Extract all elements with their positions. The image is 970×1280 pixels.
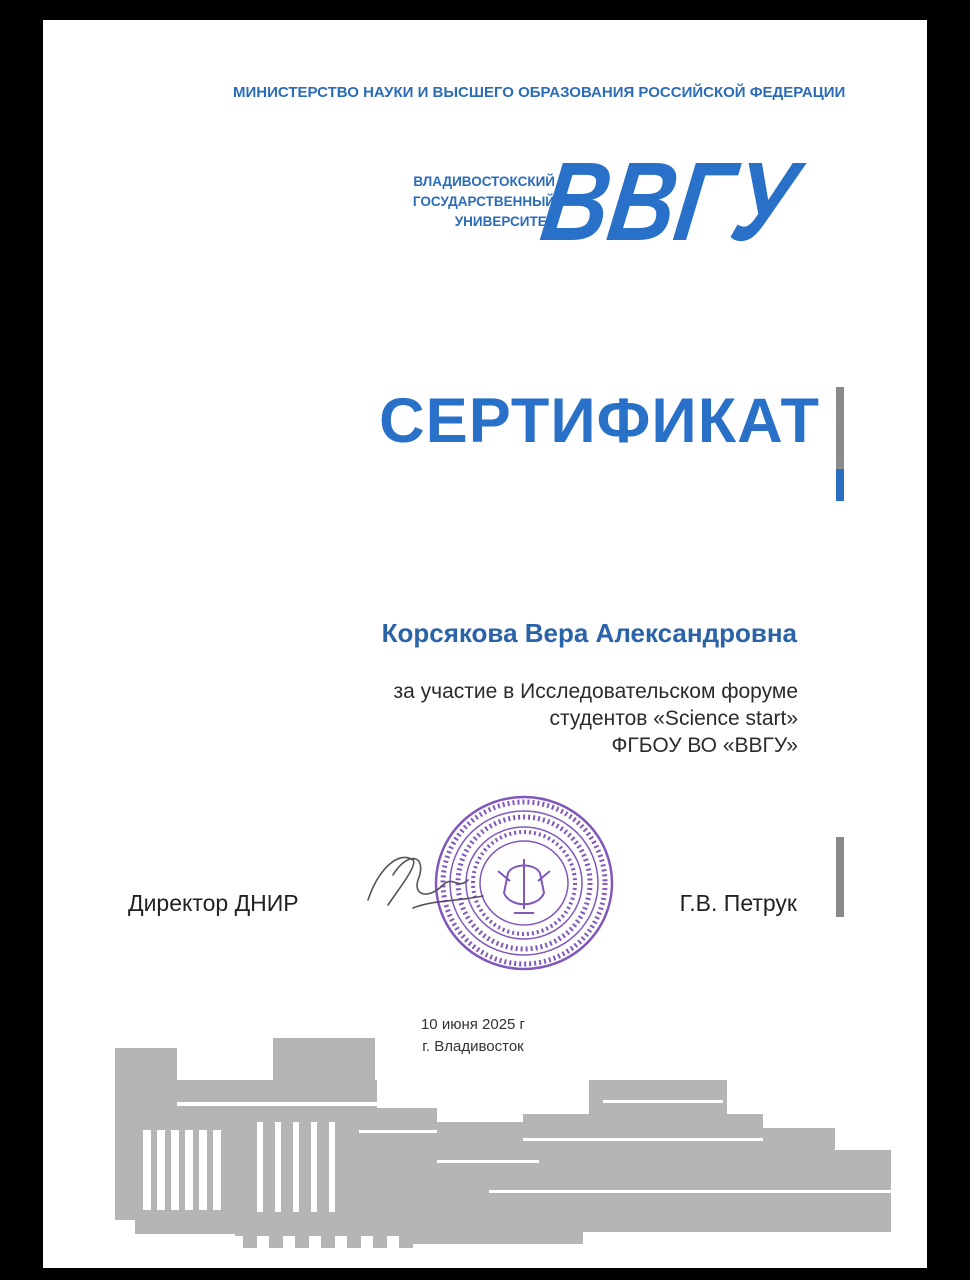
- university-name-line: УНИВЕРСИТЕТ: [454, 214, 555, 229]
- recipient-name: Корсякова Вера Александровна: [381, 618, 797, 648]
- official-stamp: [428, 793, 618, 973]
- accent-bar-signature: [836, 837, 844, 917]
- accent-bar-gray: [836, 387, 844, 469]
- certificate-title: СЕРТИФИКАТ: [379, 386, 820, 456]
- university-name-line: ГОСУДАРСТВЕННЫЙ: [412, 194, 555, 209]
- award-reason-line: студентов «Science start»: [549, 707, 798, 730]
- signer-name: Г.В. Петрук: [679, 890, 797, 916]
- logo-text: ВВГУ: [534, 138, 859, 264]
- issue-date: 10 июня 2025 г: [420, 1016, 526, 1033]
- certificate-page: [43, 20, 927, 1268]
- award-reason-line: ФГБОУ ВО «ВВГУ»: [611, 734, 798, 757]
- university-name: [343, 172, 555, 232]
- accent-bar-blue: [836, 469, 844, 501]
- award-reason-line: за участие в Исследовательском форуме: [393, 680, 798, 703]
- issue-date-block: [373, 1014, 573, 1058]
- university-logo: [534, 138, 859, 264]
- ministry-header: МИНИСТЕРСТВО НАУКИ И ВЫСШЕГО ОБРАЗОВАНИЯ РОССИЙСКОЙ ФЕДЕРАЦИИ: [233, 84, 846, 101]
- director-label: Директор ДНИР: [128, 890, 299, 916]
- issue-city: г. Владивосток: [422, 1038, 524, 1055]
- award-reason: [243, 678, 798, 759]
- university-name-line: ВЛАДИВОСТОКСКИЙ: [413, 174, 555, 189]
